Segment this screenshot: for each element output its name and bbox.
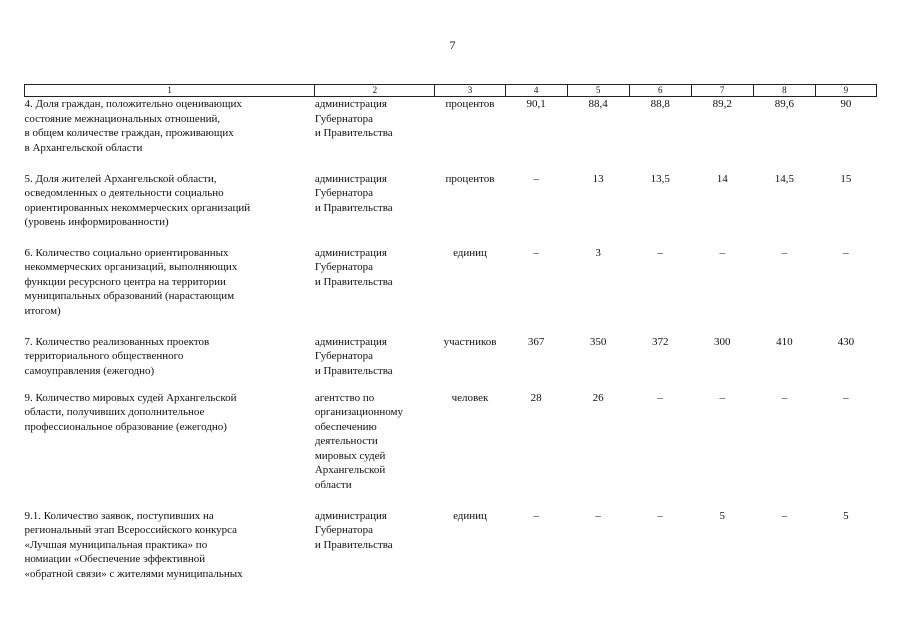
unit: единиц <box>453 246 487 259</box>
header-row <box>25 85 877 97</box>
value-col-4: – <box>533 509 539 522</box>
responsible-body: агентство по организационному обеспечению деятельности мировых судей Архангельской области <box>314 391 404 491</box>
table-row <box>25 509 877 585</box>
value-col-9: – <box>843 246 849 259</box>
table-row <box>25 391 877 509</box>
table-row <box>25 172 877 246</box>
value-col-7: – <box>719 246 726 259</box>
value-col-5: – <box>595 509 601 522</box>
header-col-2: 2 <box>315 85 435 97</box>
value-col-7: – <box>719 391 726 404</box>
indicator-name: 5. Доля жителей Архангельской области, осведомленных о деятельности социально ориентированных некоммерческих организаций (уровень информированности) <box>24 172 251 228</box>
unit: единиц <box>453 509 487 522</box>
value-col-9: – <box>843 391 849 404</box>
value-col-8: – <box>781 509 788 522</box>
header-col-3: 3 <box>435 85 505 97</box>
header-col-1: 1 <box>25 85 315 97</box>
value-col-6: 372 <box>651 335 669 348</box>
value-col-4: – <box>533 246 539 259</box>
unit: человек <box>451 391 489 404</box>
value-col-4: 28 <box>530 391 542 404</box>
indicators-table <box>24 84 877 585</box>
value-col-8: 89,6 <box>774 98 794 110</box>
value-col-6: 88,8 <box>650 98 670 110</box>
value-col-5: 350 <box>589 335 607 348</box>
responsible-body: администрация Губернатора и Правительства <box>314 98 393 139</box>
table-row <box>25 246 877 335</box>
value-col-5: 3 <box>595 246 601 259</box>
indicator-name: 7. Количество реализованных проектов территориального общественного самоуправления (ежегодно) <box>24 335 210 377</box>
table-row <box>25 97 877 172</box>
header-col-5: 5 <box>567 85 629 97</box>
value-col-9: 5 <box>843 509 849 522</box>
indicator-name: 9.1. Количество заявок, поступивших на региональный этап Всероссийского конкурса «Лучшая муниципальная практика» по номиации «Обеспечение эффективной «обратной связи» с жителями муниципальных <box>24 509 243 580</box>
value-col-5: 13 <box>592 172 604 185</box>
value-col-4: 367 <box>527 335 545 348</box>
header-col-6: 6 <box>629 85 691 97</box>
value-col-6: – <box>657 509 663 522</box>
value-col-6: 13,5 <box>650 172 670 185</box>
value-col-9: 430 <box>837 335 855 348</box>
indicator-name: 4. Доля граждан, положительно оценивающих состояние межнациональных отношений, в общем количестве граждан, проживающих в Архангельской области <box>24 98 242 154</box>
header-col-4: 4 <box>505 85 567 97</box>
value-col-9: 90 <box>840 98 852 110</box>
value-col-8: 14,5 <box>774 172 794 185</box>
header-col-7: 7 <box>691 85 753 97</box>
value-col-5: 88,4 <box>588 98 608 110</box>
indicator-name: 6. Количество социально ориентированных некоммерческих организаций, выполняющих функции ресурсного центра на территории муниципальных образований (нарастающим итогом) <box>24 246 238 317</box>
responsible-body: администрация Губернатора и Правительства <box>314 335 393 377</box>
indicator-name: 9. Количество мировых судей Архангельской области, получивших дополнительное профессиональное образование (ежегодно) <box>24 391 237 433</box>
value-col-9: 15 <box>840 172 852 185</box>
table-row <box>25 335 877 391</box>
value-col-7: 14 <box>716 172 728 185</box>
unit: участников <box>443 335 497 348</box>
value-col-4: – <box>533 172 539 185</box>
value-col-6: – <box>657 246 663 259</box>
value-col-4: 90,1 <box>526 98 546 110</box>
value-col-8: – <box>781 391 788 404</box>
unit: процентов <box>445 172 495 185</box>
value-col-7: 89,2 <box>712 98 732 110</box>
value-col-7: 5 <box>719 509 726 522</box>
unit: процентов <box>445 98 495 110</box>
value-col-5: 26 <box>592 391 604 404</box>
responsible-body: администрация Губернатора и Правительства <box>314 509 393 551</box>
responsible-body: администрация Губернатора и Правительства <box>314 246 393 288</box>
value-col-8: 410 <box>776 335 793 348</box>
value-col-7: 300 <box>714 335 731 348</box>
value-col-6: – <box>657 391 663 404</box>
value-col-8: – <box>781 246 788 259</box>
responsible-body: администрация Губернатора и Правительства <box>314 172 393 214</box>
header-col-8: 8 <box>753 85 815 97</box>
page-number: 7 <box>449 38 456 52</box>
header-col-9: 9 <box>815 85 876 97</box>
